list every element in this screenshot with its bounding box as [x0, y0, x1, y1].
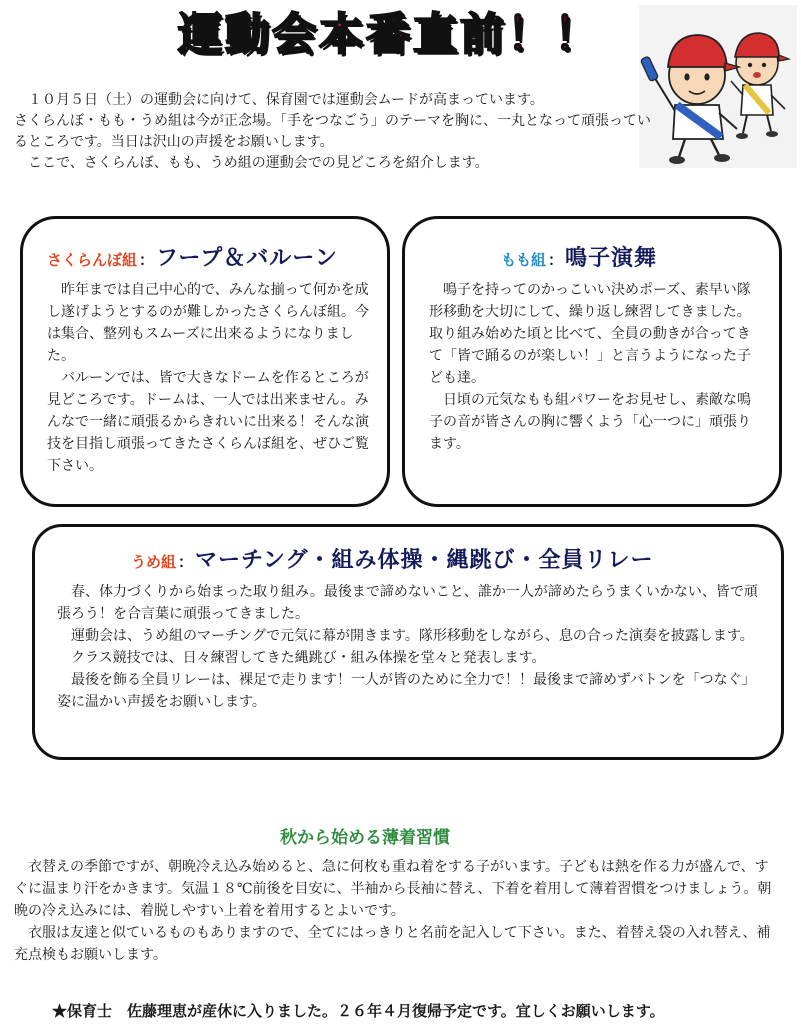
program-name: フープ＆バルーン [156, 246, 338, 271]
section-paragraph: 春、体力づくりから始まった取り組み。最後まで諦めないこと、誰か一人が諦めたらうまくいかない、皆で頑張ろう！を合言葉に頑張ってきました。 [57, 584, 758, 622]
section-paragraph: バルーンでは、皆で大きなドームを作るところが見どころです。ドームは、一人では出来ません。みんなで一緒に頑張るからきれいに出来る！そんな演技を目指し頑張ってきたさくらんぼ組を、ぜひご覧下さい。 [47, 370, 369, 474]
class-name: うめ組 [131, 553, 177, 571]
section-paragraph: 昨年までは自己中心的で、みんな揃って何かを成し遂げようとするのが難しかったさくらんぼ組。今は集合、整列もスムーズに出来るようになりました。 [47, 282, 369, 364]
section-paragraph: 日頃の元気なもも組パワーをお見せし、素敵な鳴子の音が皆さんの胸に響くよう「心一つに」頑張ります。 [429, 392, 751, 452]
staff-notice: ★保育士 佐藤理恵が産休に入りました。２６年４月復帰予定です。宜しくお願いします。 [52, 1002, 665, 1020]
section-heading [47, 241, 338, 272]
section-paragraph: 鳴子を持ってのかっこいい決めポーズ、素早い隊形移動を大切にして、繰り返し練習してきました。取り組み始めた頃と比べて、全員の動きが合ってきて「皆で踊るのが楽しい！」と言うようになった子ども達。 [429, 282, 751, 386]
clothing-text [14, 856, 774, 966]
intro-text [14, 90, 654, 174]
section-paragraph: 最後を飾る全員リレーは、裸足で走ります！一人が皆のために全力で！！最後まで諦めずバトンを「つなぐ」姿に温かい声援をお願いします。 [57, 672, 756, 710]
section-body [429, 279, 763, 455]
children-running-relay-icon [639, 5, 797, 168]
section-paragraph: 運動会は、うめ組のマーチングで元気に幕が開きます。隊形移動をしながら、息の合った演奏を披露します。 [57, 628, 754, 644]
intro-paragraph: さくらんぼ・もも・うめ組は今が正念場。「手をつなごう」のテーマを胸に、一丸となって頑張っているところです。当日は沢山の声援をお願いします。 [14, 113, 651, 150]
page-title: 運動会本番直前！！ [178, 9, 601, 60]
program-name: 鳴子演舞 [565, 246, 658, 271]
sakuranbo-section [20, 216, 390, 507]
section-body [57, 581, 763, 713]
ume-section [32, 524, 784, 760]
section-body [47, 279, 369, 477]
class-name: さくらんぼ組 [47, 251, 138, 269]
section-heading [131, 543, 654, 574]
heading-colon: ： [139, 251, 155, 269]
intro-paragraph: １０月５日（土）の運動会に向けて、保育園では運動会ムードが高まっています。 [14, 92, 544, 108]
intro-paragraph: ここで、さくらんぼ、もも、うめ組の運動会での見どころを紹介します。 [14, 155, 489, 171]
program-name: マーチング・組み体操・縄跳び・全員リレー [195, 548, 654, 573]
momo-section [402, 216, 782, 507]
heading-colon: ： [178, 553, 194, 571]
section-heading [501, 241, 657, 272]
clothing-paragraph: 衣替えの季節ですが、朝晩冷え込み始めると、急に何枚も重ね着をする子がいます。子どもは熱を作る力が盛んで、すぐに温まり汗をかきます。気温１８℃前後を目安に、半袖から長袖に替え、下着を着用して薄着習慣をつけましょう。朝晩の冷え込みには、着脱しやすい上着を着用するとよいです。 [14, 859, 772, 919]
clothing-heading: 秋から始める薄着習慣 [280, 828, 450, 848]
section-paragraph: クラス競技では、日々練習してきた縄跳び・組み体操を堂々と発表します。 [57, 650, 546, 666]
class-name: もも組 [501, 251, 547, 269]
heading-colon: ： [548, 251, 564, 269]
clothing-paragraph: 衣服は友達と似ているものもありますので、全てにはっきりと名前を記入して下さい。また、着替え袋の入れ替え、補充点検もお願いします。 [14, 925, 771, 963]
